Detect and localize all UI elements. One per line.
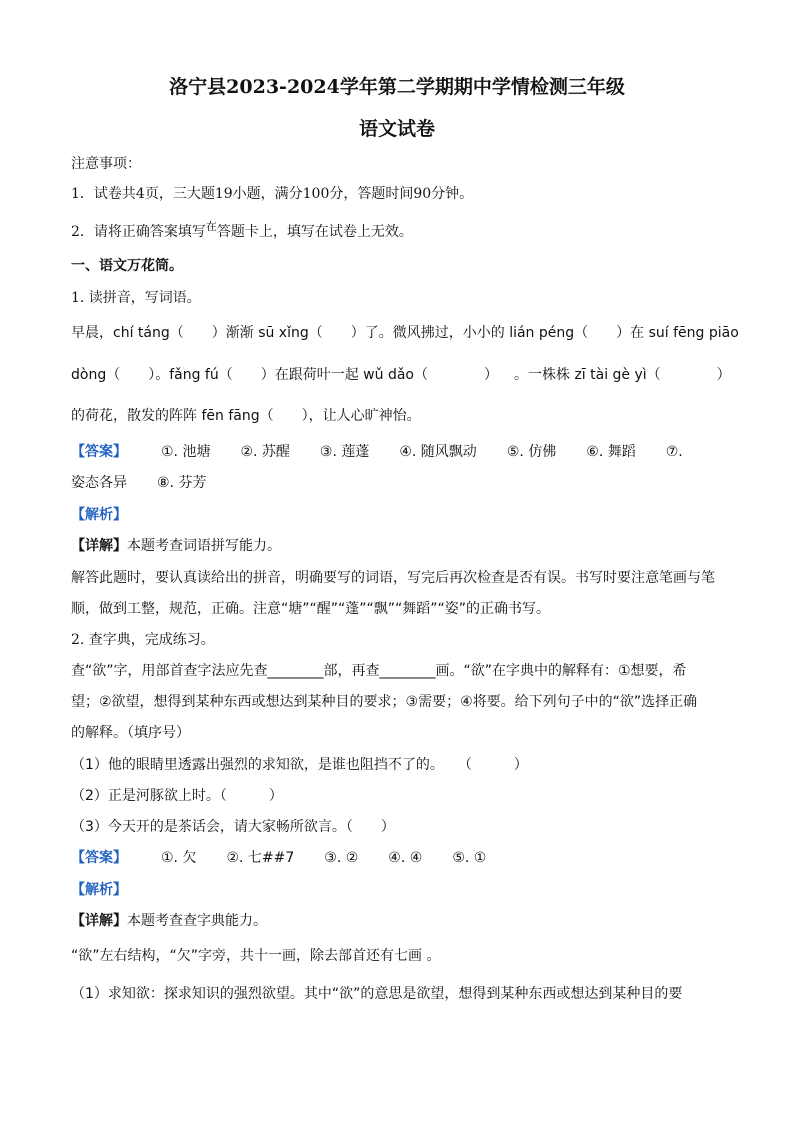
q2-sentence-2: （2）正是河豚欲上时。（ ）	[71, 788, 283, 804]
q1-answer-7-text: 姿态各异	[71, 475, 127, 491]
q1-answer-8: ⑧. 芬芳	[157, 475, 207, 491]
q2-answer-5: ⑤. ①	[452, 850, 487, 866]
document-title: 洛宁县2023-2024学年第二学期期中学情检测三年级	[169, 76, 625, 98]
q1-line-2-part-a: dòng（ ）。fǎng fú（ ）在跟荷叶一起 wǔ dǎo（ ）	[71, 367, 498, 383]
q1-detail	[71, 536, 281, 556]
notice-item-2	[71, 222, 413, 243]
q2-detail-tag: 【详解】	[71, 913, 127, 929]
q1-detail-paragraph-2: 顺，做到工整，规范，正确。注意“塘”“醒”“蓬”“飘”“舞蹈”“姿”的正确书写。	[71, 601, 551, 617]
q2-paragraph-2: 望；②欲望，想得到某种东西或想达到某种目的要求；③需要；④将要。给下列句子中的“欲”选择正确	[71, 694, 698, 710]
q1-line-2	[71, 365, 731, 385]
notice-item-1: 1．试卷共4页，三大题19小题，满分100分，答题时间90分钟。	[71, 186, 474, 202]
notice-item-2-part-b: 答题卡上，填写在试卷上无效。	[216, 224, 413, 240]
q1-answer-line-1	[71, 442, 683, 462]
q1-stem: 1. 读拼音，写词语。	[71, 290, 201, 306]
q2-sentence-3: （3）今天开的是茶话会，请大家畅所欲言。（ ）	[71, 819, 395, 835]
q1-line-1: 早晨，chí táng（ ）渐渐 sū xǐng（ ）了。微风拂过，小小的 lián péng（ ）在 suí fēng piāo	[71, 325, 739, 341]
q1-answer-5: ⑤. 仿佛	[506, 444, 557, 460]
q2-detail-paragraph-2: （1）求知欲：探求知识的强烈欲望。其中“欲”的意思是欲望，想得到某种东西或想达到某种目的要	[71, 986, 683, 1002]
q2-sentence-1: （1）他的眼睛里透露出强烈的求知欲，是谁也阻挡不了的。 （ ）	[71, 757, 528, 773]
q2-stem: 2. 查字典，完成练习。	[71, 632, 215, 648]
q1-analysis-tag: 【解析】	[71, 507, 127, 523]
q1-detail-text: 本题考查词语拼写能力。	[127, 538, 281, 554]
notice-item-2-sup: 在	[205, 220, 217, 233]
q1-line-2-part-b: 。一株株 zī tài gè yì（ ）	[514, 367, 731, 383]
document-subtitle: 语文试卷	[358, 118, 435, 140]
q2-detail-paragraph-1: “欲”左右结构，“欠”字旁，共十一画，除去部首还有七画 。	[71, 948, 441, 964]
q2-answer-tag: 【答案】	[71, 850, 127, 866]
q2-answer-line	[71, 848, 486, 868]
q2-detail-text: 本题考查查字典能力。	[127, 913, 267, 929]
q1-answer-7: ⑦.	[665, 444, 683, 460]
q2-analysis-tag: 【解析】	[71, 882, 127, 898]
q2-answer-3: ③. ②	[324, 850, 359, 866]
q2-answer-2: ②. 七##7	[226, 850, 295, 866]
q1-answer-line-2	[71, 473, 206, 493]
q1-answer-4: ④. 随风飘动	[399, 444, 477, 460]
q1-detail-tag: 【详解】	[71, 538, 127, 554]
notice-heading: 注意事项：	[71, 156, 141, 172]
q1-answer-6: ⑥. 舞蹈	[586, 444, 636, 460]
q1-answer-1: ①. 池塘	[161, 444, 211, 460]
q1-detail-paragraph-1: 解答此题时，要认真读给出的拼音，明确要写的词语，写完后再次检查是否有误。书写时要注意笔画与笔	[71, 570, 715, 586]
section-1-heading: 一、语文万花筒。	[71, 258, 183, 274]
q1-answer-3: ③. 莲蓬	[319, 444, 370, 460]
notice-item-2-part-a: 2．请将正确答案填写	[71, 224, 206, 240]
q2-detail	[71, 911, 267, 931]
q1-answer-tag: 【答案】	[71, 444, 127, 460]
q2-answer-4: ④. ④	[388, 850, 423, 866]
q1-answer-2: ②. 苏醒	[240, 444, 290, 460]
q2-paragraph-3: 的解释。（填序号）	[71, 725, 190, 741]
q1-line-3: 的荷花，散发的阵阵 fēn fāng（ ），让人心旷神怡。	[71, 408, 421, 424]
q2-paragraph-1: 查“欲”字，用部首查字法应先查________部，再查________画。“欲”在字典中的解释有：①想要，希	[71, 663, 687, 679]
q2-answer-1: ①. 欠	[161, 850, 197, 866]
